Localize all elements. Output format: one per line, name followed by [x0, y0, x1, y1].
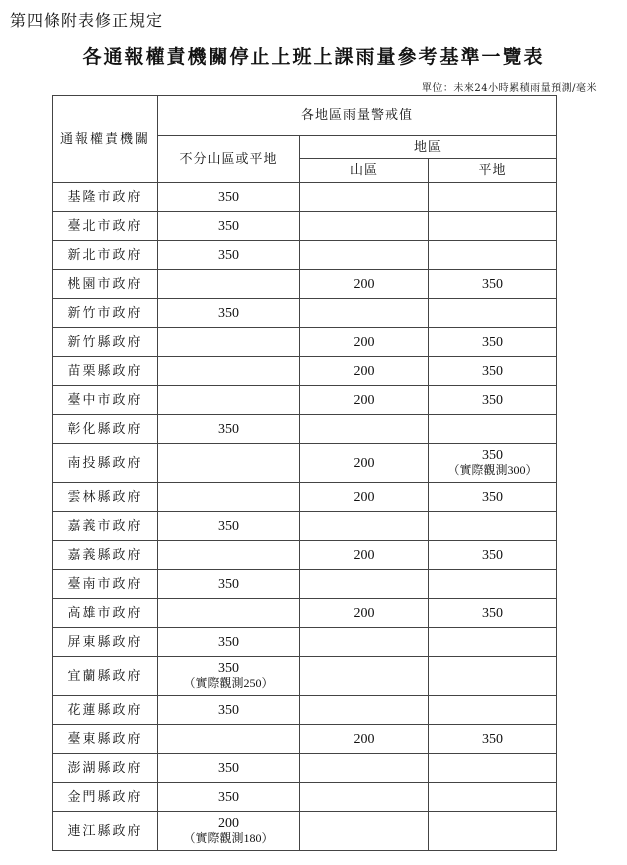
all-areas-cell [158, 725, 300, 754]
table-row [53, 725, 557, 754]
header-warning: 各地區雨量警戒值 [158, 96, 557, 136]
agency-cell-value: 花蓮縣政府 [67, 702, 143, 718]
all-areas-cell [158, 299, 300, 328]
mountain-cell [300, 696, 429, 725]
agency-cell-value: 澎湖縣政府 [67, 760, 143, 776]
table-row [53, 599, 557, 628]
agency-cell [53, 183, 158, 212]
agency-cell-value: 基隆市政府 [67, 189, 143, 205]
all-areas-cell-value: 350 [218, 218, 239, 234]
all-areas-cell [158, 357, 300, 386]
agency-cell [53, 415, 158, 444]
plain-cell-value: 350 [482, 334, 503, 350]
mountain-cell [300, 754, 429, 783]
agency-cell [53, 541, 158, 570]
mountain-cell [300, 299, 429, 328]
table-row [53, 570, 557, 599]
all-areas-cell [158, 541, 300, 570]
plain-cell [429, 357, 557, 386]
all-areas-cell-value: 350 [218, 421, 239, 437]
header-mountain: 山區 [300, 159, 429, 183]
mountain-cell [300, 415, 429, 444]
agency-cell [53, 328, 158, 357]
all-areas-cell-value: 350 [218, 305, 239, 321]
table-row [53, 357, 557, 386]
all-areas-cell [158, 657, 300, 696]
plain-cell-value: 350 [482, 448, 503, 463]
agency-cell-value: 嘉義縣政府 [67, 547, 143, 563]
agency-cell [53, 241, 158, 270]
table-row [53, 328, 557, 357]
plain-cell-value: 350 [482, 605, 503, 621]
table-row [53, 415, 557, 444]
all-areas-cell-value: 350 [218, 634, 239, 650]
agency-cell [53, 754, 158, 783]
mountain-cell [300, 812, 429, 851]
header-plain: 平地 [429, 159, 557, 183]
table-row [53, 783, 557, 812]
header-all-areas: 不分山區或平地 [158, 136, 300, 183]
mountain-cell [300, 386, 429, 415]
agency-cell-value: 新竹縣政府 [67, 334, 143, 350]
agency-cell-value: 彰化縣政府 [67, 421, 143, 437]
agency-cell-value: 臺中市政府 [67, 392, 143, 408]
table-body [53, 183, 557, 851]
plain-cell [429, 541, 557, 570]
plain-cell [429, 812, 557, 851]
all-areas-cell [158, 241, 300, 270]
mountain-cell [300, 444, 429, 483]
mountain-cell [300, 541, 429, 570]
agency-cell-value: 苗栗縣政府 [67, 363, 143, 379]
mountain-cell-value: 200 [353, 547, 375, 563]
mountain-cell [300, 599, 429, 628]
all-areas-cell [158, 483, 300, 512]
mountain-cell-value: 200 [353, 334, 375, 350]
all-areas-cell-value: 350 [218, 576, 239, 592]
mountain-cell [300, 725, 429, 754]
plain-cell-value: 350 [482, 392, 503, 408]
mountain-cell [300, 212, 429, 241]
table-row [53, 628, 557, 657]
mountain-cell [300, 783, 429, 812]
all-areas-cell [158, 386, 300, 415]
agency-cell [53, 696, 158, 725]
mountain-cell-value: 200 [353, 489, 375, 505]
all-areas-cell [158, 570, 300, 599]
plain-cell-value: 350 [482, 276, 503, 292]
table-row [53, 299, 557, 328]
agency-cell [53, 783, 158, 812]
plain-cell [429, 483, 557, 512]
plain-cell [429, 241, 557, 270]
all-areas-cell [158, 415, 300, 444]
mountain-cell [300, 570, 429, 599]
plain-cell [429, 444, 557, 483]
agency-cell-value: 連江縣政府 [67, 823, 143, 839]
observation-note: （實際觀測300） [447, 463, 538, 477]
mountain-cell-value: 200 [353, 605, 375, 621]
plain-cell [429, 570, 557, 599]
mountain-cell [300, 270, 429, 299]
observation-note: （實際觀測180） [183, 831, 274, 845]
agency-cell [53, 357, 158, 386]
table-row [53, 754, 557, 783]
mountain-cell-value: 200 [353, 276, 375, 292]
agency-cell-value: 臺北市政府 [67, 218, 143, 234]
table-row [53, 483, 557, 512]
agency-cell [53, 570, 158, 599]
plain-cell [429, 725, 557, 754]
mountain-cell-value: 200 [353, 363, 375, 379]
all-areas-cell [158, 754, 300, 783]
plain-cell [429, 657, 557, 696]
all-areas-cell [158, 599, 300, 628]
plain-cell [429, 328, 557, 357]
all-areas-cell-value: 350 [218, 702, 239, 718]
plain-cell [429, 386, 557, 415]
table-row [53, 183, 557, 212]
agency-cell-value: 高雄市政府 [67, 605, 143, 621]
agency-cell [53, 299, 158, 328]
agency-cell [53, 212, 158, 241]
all-areas-cell [158, 628, 300, 657]
table-row [53, 657, 557, 696]
mountain-cell [300, 357, 429, 386]
agency-cell [53, 483, 158, 512]
all-areas-cell-value: 350 [218, 661, 239, 676]
agency-cell-value: 屏東縣政府 [67, 634, 143, 650]
mountain-cell [300, 241, 429, 270]
all-areas-cell-value: 350 [218, 247, 239, 263]
agency-cell [53, 628, 158, 657]
plain-cell [429, 628, 557, 657]
mountain-cell-value: 200 [353, 731, 375, 747]
table-row [53, 241, 557, 270]
plain-cell [429, 599, 557, 628]
header-region: 地區 [300, 136, 557, 159]
agency-cell-value: 桃園市政府 [67, 276, 143, 292]
table-row [53, 386, 557, 415]
all-areas-cell-value: 200 [218, 816, 239, 831]
plain-cell [429, 783, 557, 812]
unit-note: 單位：未來24小時累積雨量預測/毫米 [421, 83, 597, 94]
agency-cell-value: 宜蘭縣政府 [67, 668, 143, 684]
mountain-cell [300, 512, 429, 541]
table-row [53, 541, 557, 570]
all-areas-cell-value: 350 [218, 789, 239, 805]
all-areas-cell [158, 328, 300, 357]
plain-cell [429, 754, 557, 783]
table-row [53, 270, 557, 299]
mountain-cell [300, 628, 429, 657]
mountain-cell [300, 183, 429, 212]
all-areas-cell-value: 350 [218, 189, 239, 205]
plain-cell [429, 512, 557, 541]
mountain-cell-value: 200 [353, 392, 375, 408]
plain-cell [429, 183, 557, 212]
all-areas-cell [158, 812, 300, 851]
agency-cell-value: 金門縣政府 [67, 789, 143, 805]
mountain-cell-value: 200 [353, 455, 375, 471]
agency-cell [53, 270, 158, 299]
all-areas-cell [158, 270, 300, 299]
plain-cell-value: 350 [482, 547, 503, 563]
agency-cell-value: 臺南市政府 [67, 576, 143, 592]
plain-cell [429, 696, 557, 725]
plain-cell-value: 350 [482, 363, 503, 379]
plain-cell-value: 350 [482, 731, 503, 747]
agency-cell-value: 新竹市政府 [67, 305, 143, 321]
agency-cell-value: 雲林縣政府 [67, 489, 143, 505]
rainfall-threshold-table [52, 95, 557, 851]
observation-note: （實際觀測250） [183, 676, 274, 690]
agency-cell [53, 657, 158, 696]
table-row [53, 444, 557, 483]
plain-cell [429, 415, 557, 444]
document-heading: 第四條附表修正規定 [10, 11, 164, 30]
all-areas-cell [158, 183, 300, 212]
all-areas-cell [158, 696, 300, 725]
plain-cell [429, 212, 557, 241]
all-areas-cell-value: 350 [218, 760, 239, 776]
plain-cell [429, 299, 557, 328]
table-row [53, 812, 557, 851]
agency-cell-value: 新北市政府 [67, 247, 143, 263]
agency-cell [53, 512, 158, 541]
agency-cell [53, 725, 158, 754]
mountain-cell [300, 657, 429, 696]
plain-cell [429, 270, 557, 299]
plain-cell-value: 350 [482, 489, 503, 505]
all-areas-cell-value: 350 [218, 518, 239, 534]
table-row [53, 512, 557, 541]
agency-cell [53, 812, 158, 851]
agency-cell-value: 臺東縣政府 [67, 731, 143, 747]
header-agency: 通報權責機關 [53, 96, 158, 183]
mountain-cell [300, 483, 429, 512]
agency-cell [53, 386, 158, 415]
all-areas-cell [158, 783, 300, 812]
table-row [53, 212, 557, 241]
document-title: 各通報權責機關停止上班上課雨量參考基準一覽表 [82, 46, 545, 68]
agency-cell [53, 444, 158, 483]
agency-cell-value: 嘉義市政府 [67, 518, 143, 534]
agency-cell [53, 599, 158, 628]
all-areas-cell [158, 212, 300, 241]
all-areas-cell [158, 444, 300, 483]
table-row [53, 696, 557, 725]
mountain-cell [300, 328, 429, 357]
all-areas-cell [158, 512, 300, 541]
agency-cell-value: 南投縣政府 [67, 455, 143, 471]
